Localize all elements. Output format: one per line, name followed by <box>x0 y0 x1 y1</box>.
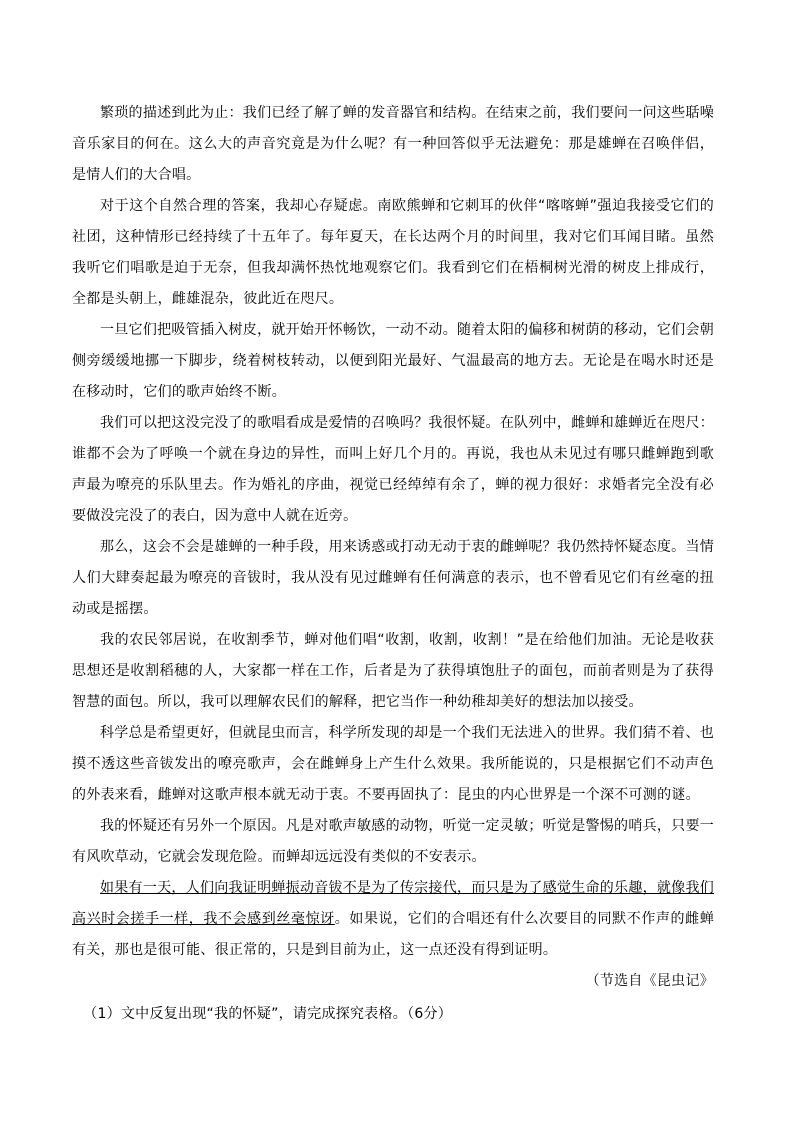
underlined-sentence: 如果有一天，人们向我证明蝉振动音钹不是为了传宗接代，而只是为了感觉生命的乐趣，就像我们高兴时会搓手一样，我不会感到丝毫惊讶 <box>72 880 714 927</box>
question-1: （1）文中反复出现“我的怀疑”，请完成探究表格。（6分） <box>83 1006 453 1022</box>
paragraph-rest: 。如果说，它们的合唱还有什么次要目的同默不作声的雌蝉有关，那也是很可能、很正常的，只是到目前为止，这一点还没有得到证明。 <box>72 911 714 958</box>
paragraph: 一旦它们把吸管插入树皮，就开始开怀畅饮，一动不动。随着太阳的偏移和树荫的移动，它们会朝侧旁缓缓地挪一下脚步，绕着树枝转动，以便到阳光最好、气温最高的地方去。无论是在喝水时还是在移动时，它们的歌声始终不断。 <box>72 322 714 400</box>
source-citation: （节选自《昆虫记》 <box>585 973 714 989</box>
paragraph: 我的怀疑还有另外一个原因。凡是对歌声敏感的动物，听觉一定灵敏；听觉是警惕的哨兵，只要一有风吹草动，它就会发现危险。而蝉却远远没有类似的不安表示。 <box>72 818 714 865</box>
paragraph-last <box>72 873 714 966</box>
paragraph: 我们可以把这没完没了的歌唱看成是爱情的召唤吗？我很怀疑。在队列中，雌蝉和雄蝉近在咫尺：谁都不会为了呼唤一个就在身边的异性，而叫上好几个月的。再说，我也从未见过有哪只雌蝉跑到歌声最为嘹亮的乐队里去。作为婚礼的序曲，视觉已经绰绰有余了，蝉的视力很好：求婚者完全没有必要做没完没了的表白，因为意中人就在近旁。 <box>72 415 714 524</box>
paragraph: 我的农民邻居说，在收割季节，蝉对他们唱“收割，收割，收割！”是在给他们加油。无论是收获思想还是收割稻穗的人，大家都一样在工作，后者是为了获得填饱肚子的面包，而前者则是为了获得智慧的面包。所以，我可以理解农民们的解释，把它当作一种幼稚却美好的想法加以接受。 <box>72 632 714 710</box>
paragraph: 那么，这会不会是雄蝉的一种手段，用来诱惑或打动无动于衷的雌蝉呢？我仍然持怀疑态度。当情人们大肆奏起最为嘹亮的音钹时，我从没有见过雌蝉有任何满意的表示，也不曾看见它们有丝毫的扭动或是摇摆。 <box>72 539 714 617</box>
paragraph: 繁琐的描述到此为止：我们已经了解了蝉的发音器官和结构。在结束之前，我们要问一问这些聒噪音乐家目的何在。这么大的声音究竟是为什么呢？有一种回答似乎无法避免：那是雄蝉在召唤伴侣，是情人们的大合唱。 <box>72 105 714 183</box>
paragraph: 科学总是希望更好，但就昆虫而言，科学所发现的却是一个我们无法进入的世界。我们猜不着、也摸不透这些音钹发出的嘹亮歌声，会在雌蝉身上产生什么效果。我所能说的，只是根据它们不动声色的外表来看，雌蝉对这歌声根本就无动于衷。不要再固执了：昆虫的内心世界是一个深不可测的谜。 <box>72 725 714 803</box>
paragraph: 对于这个自然合理的答案，我却心存疑虑。南欧熊蝉和它刺耳的伙伴“喀喀蝉”强迫我接受它们的社团，这种情形已经持续了十五年了。每年夏天，在长达两个月的时间里，我对它们耳闻目睹。虽然我听它们唱歌是迫于无奈，但我却满怀热忱地观察它们。我看到它们在梧桐树光滑的树皮上排成行，全都是头朝上，雌雄混杂，彼此近在咫尺。 <box>72 198 714 307</box>
article <box>72 98 714 1030</box>
